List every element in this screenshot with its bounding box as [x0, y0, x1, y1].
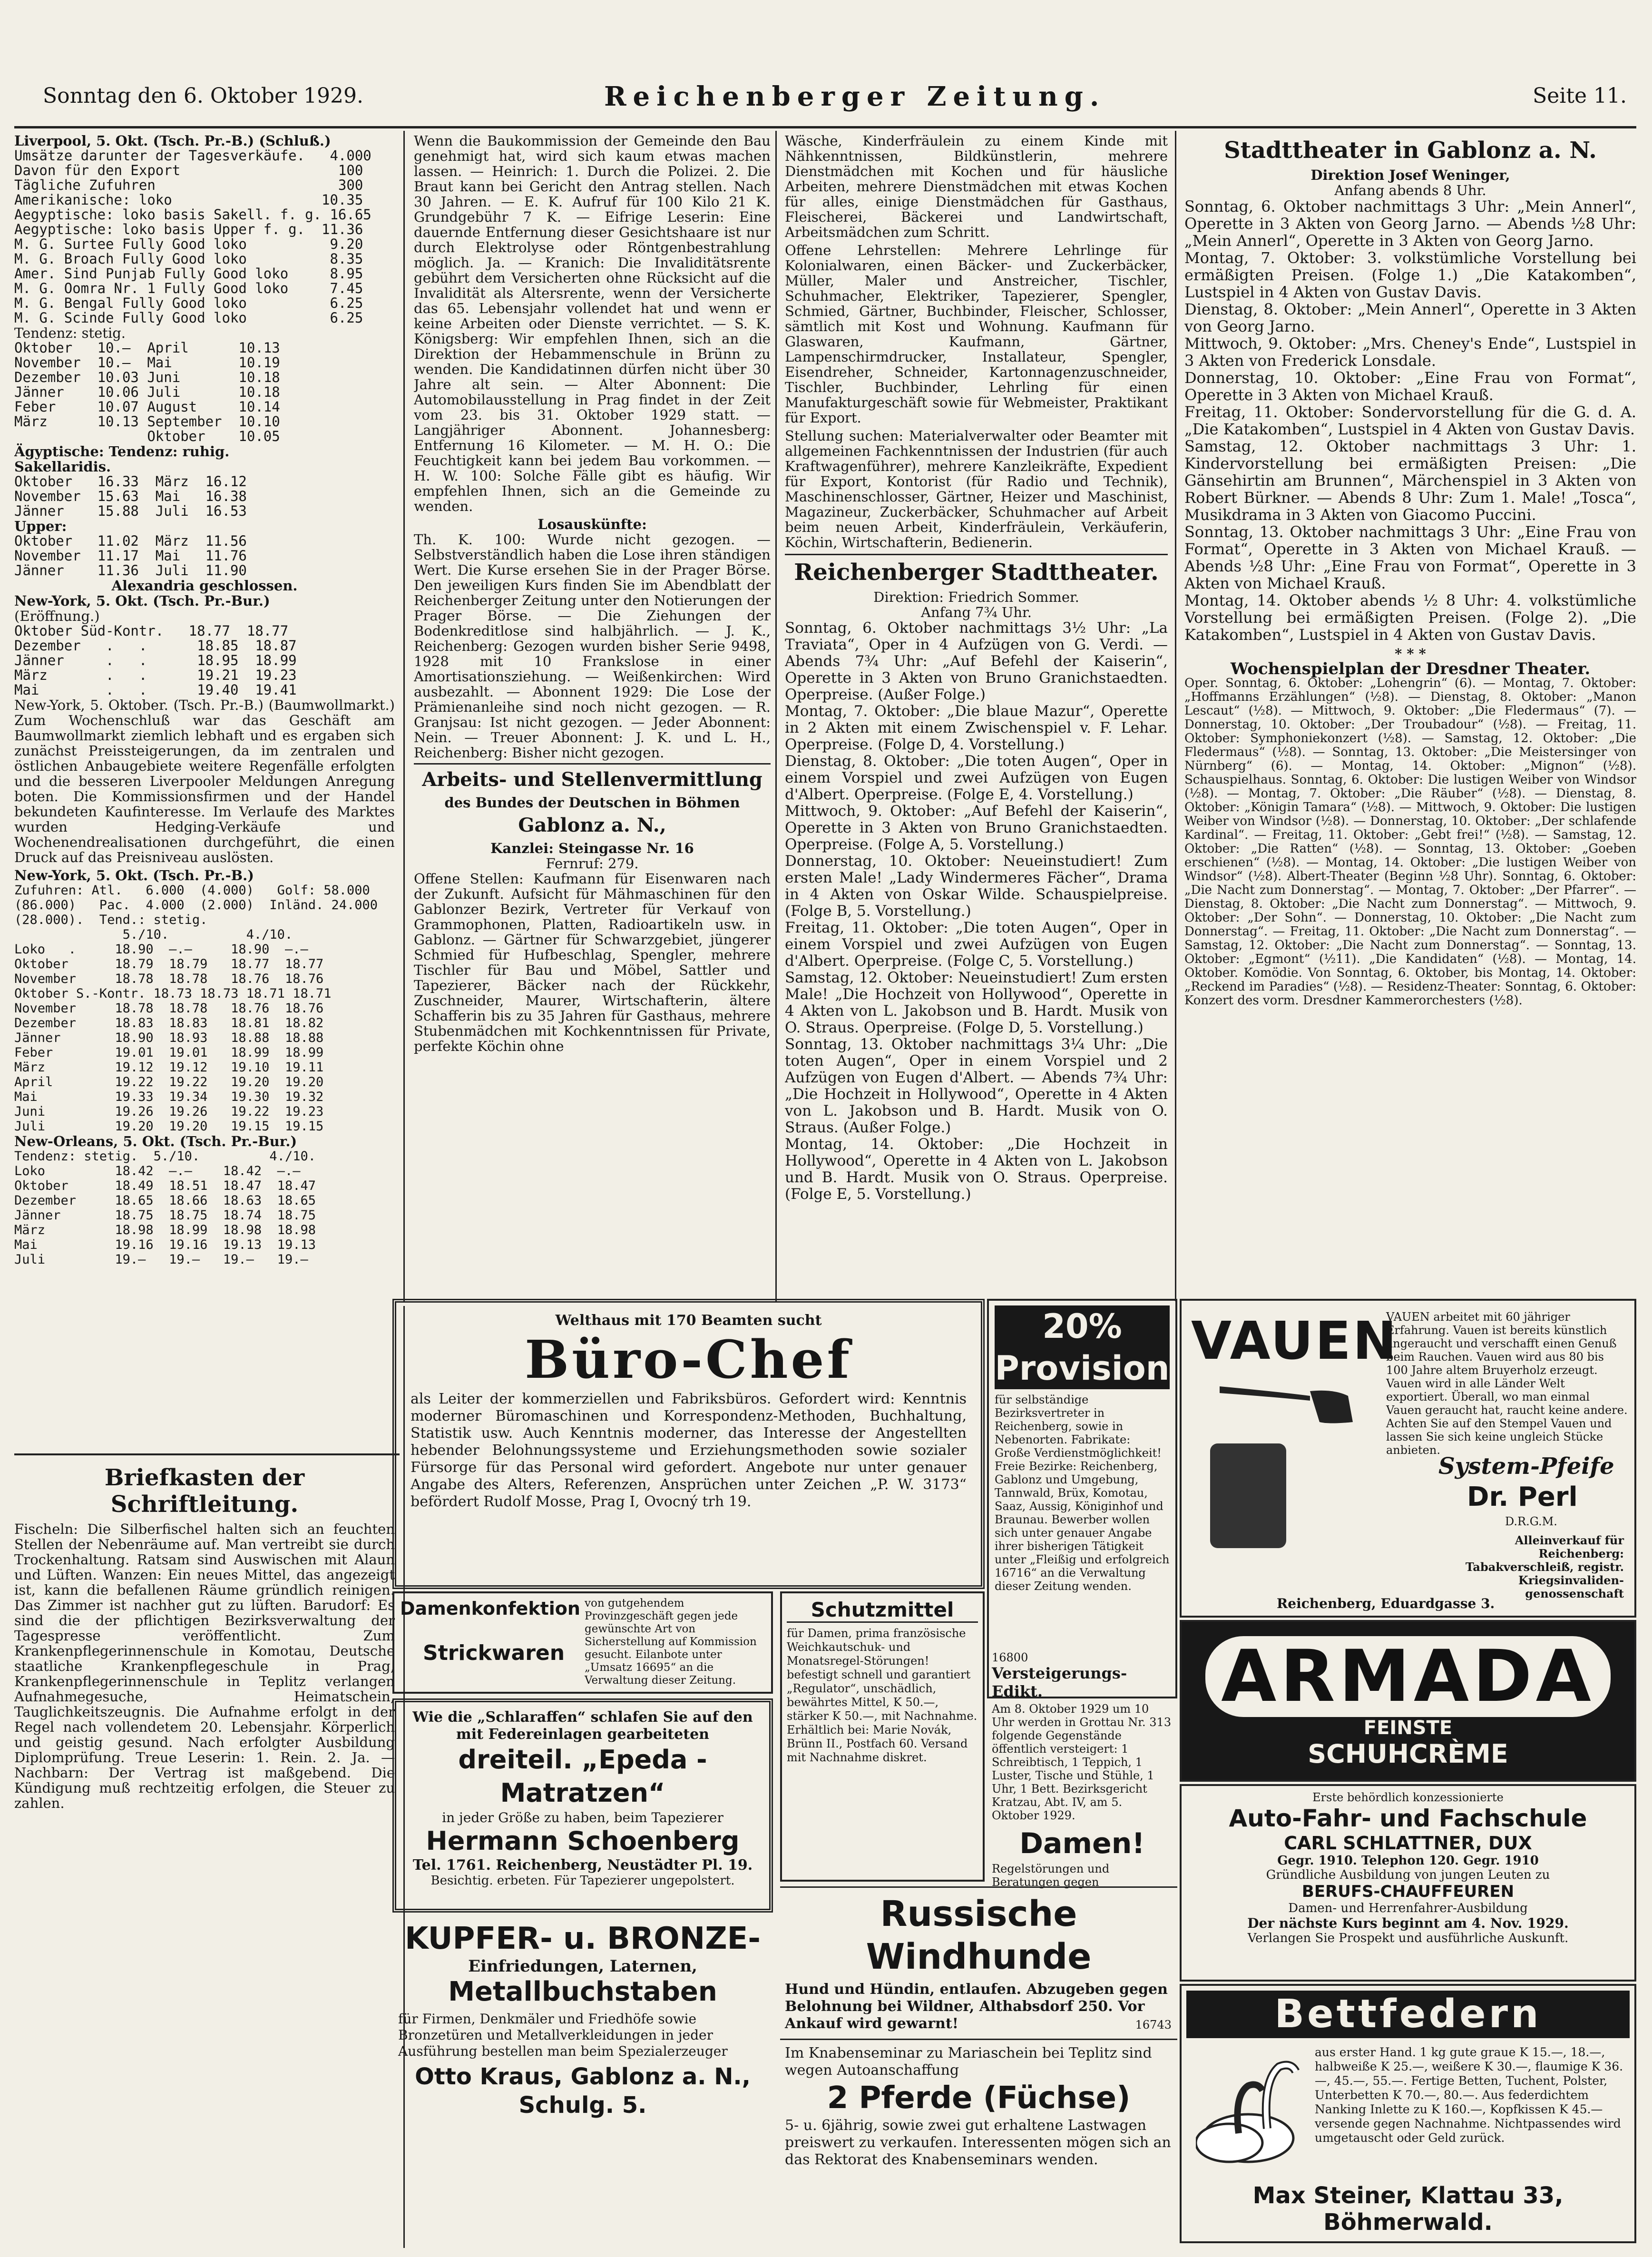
- armada-sub1: FEINSTE: [1363, 1717, 1453, 1739]
- bettfedern-ad: [1180, 1984, 1636, 2243]
- autoschule-name: CARL SCHLATTNER, DUX: [1284, 1833, 1532, 1854]
- pferde-top: Im Knabenseminar zu Mariaschein bei Teplitz sind wegen Autoanschaffung: [785, 2045, 1152, 2079]
- armada-sub2: SCHUHCRÈME: [1308, 1739, 1508, 1769]
- vermittlung-subtitle: des Bundes der Deutschen in Böhmen: [444, 795, 740, 811]
- vauen-seller: Alleinverkauf für Reichenberg: Tabakverschleiß, registr. Kriegsinvaliden-genossenschaft: [1465, 1533, 1624, 1600]
- damen2-title: Damen!: [1019, 1827, 1145, 1860]
- damen2-text: Regelstörungen und Beratungen gegen: [992, 1862, 1110, 1889]
- stars-divider: * * *: [1395, 646, 1426, 662]
- kupfer-line3: Metallbuchstaben: [448, 1976, 717, 2007]
- autoschule-title: Auto-Fahr- und Fachschule: [1229, 1805, 1587, 1832]
- provision-ad: [987, 1299, 1177, 1698]
- schlaraffen-note: Besichtig. erbeten. Für Tapezierer ungepolstert.: [430, 1874, 735, 1888]
- vauen-ad-text: VAUEN arbeitet mit 60 jähriger Erfahrung. Vauen ist bereits künstlich angeraucht und verschafft einen Genuß beim Rauchen. Vauen wird aus 80 bis 100 Jahre altem Bruyerholz erzeugt. Vauen wird in alle Länder Welt exportiert. Überall, wo man einmal Vauen geraucht hat, raucht keine andere. Achten Sie auf den Stempel Vauen und lassen Sie sich keine ungleich Stücke anbieten.: [1386, 1310, 1628, 1457]
- kupfer-line2: Einfriedungen, Laternen,: [468, 1957, 697, 1976]
- newyork-table: Oktober Süd-Kontr. 18.77 18.77 Dezember . . 18.85 18.87 Jänner . . 18.95 18.99 März . . 19.21 19.23 Mai . . 19.40 19.41: [14, 623, 297, 698]
- bettfedern-title: Bettfedern: [1186, 1991, 1630, 2038]
- upper-title: Upper:: [14, 518, 67, 534]
- newyork-report: New-York, 5. Oktober. (Tsch. Pr.-B.) (Baumwollmarkt.) Zum Wochenschluß war das Geschäft am Baumwollmarkt ziemlich lebhaft und es ergaben sich zunächst Preissteigerungen, da im zentralen und östlichen Anbaugebiete weitere Regenfälle erfolgten und die besseren Liverpooler Meldungen Anregung boten. Die Kommissionsfirmen und der Handel bekundeten Kaufinteresse. Im Verlaufe des Marktes wurden Hedging-Verkäufe und Wochenendrealisationen durchgeführt, die einen Druck auf das Preisniveau auslösten.: [14, 697, 395, 865]
- autoschule-line3: BERUFS-CHAUFFEUREN: [1301, 1882, 1515, 1901]
- schlaraffen-address: Tel. 1761. Reichenberg, Neustädter Pl. 19.: [412, 1857, 753, 1874]
- gablonz-theater-program: Sonntag, 6. Oktober nachmittags 3 Uhr: „Mein Annerl“, Operette in 3 Akten von Georg Jarno. — Abends ½8 Uhr: „Mein Annerl“, Operette in 3 Akten von Georg Jarno. Montag, 7. Oktober: 3. volkstümliche Vorstellung bei ermäßigten Preisen. (Folge 1.) „Die Katakomben“, Lustspiel in 4 Akten von Gustav Davis. Dienstag, 8. Oktober: „Mein Annerl“, Operette in 3 Akten von Georg Jarno. Mittwoch, 9. Oktober: „Mrs. Cheney's Ende“, Lustspiel in 3 Akten von Frederick Lonsdale. Donnerstag, 10. Oktober: „Eine Frau von Format“, Operette in 3 Akten von Michael Krauß. Freitag, 11. Oktober: Sondervorstellung für die G. d. A. „Die Katakomben“, Lustspiel in 4 Akten von Gustav Davis. Samstag, 12. Oktober nachmittags 3 Uhr: 1. Kindervorstellung bei ermäßigten Preisen: „Die Gänsehirtin am Brunnen“, Märchenspiel in 3 Akten von Robert Bürkner. — Abends 8 Uhr: Zum 1. Male! „Tosca“, Musikdrama in 3 Akten von Giacomo Puccini. Sonntag, 13. Oktober nachmittags 3 Uhr: „Eine Frau von Format“, Operette in 3 Akten von Michael Krauß. — Abends ½8 Uhr: „Eine Frau von Format“, Operette in 3 Akten von Michael Krauß. Montag, 14. Oktober abends ½ 8 Uhr: 4. volkstümliche Vorstellung bei ermäßigten Preisen. (Folge 2). „Die Katakomben“, Lustspiel in 4 Akten von Gustav Davis.: [1184, 197, 1636, 644]
- schlaraffen-ad: [392, 1698, 773, 1913]
- versteigerung-text: Am 8. Oktober 1929 um 10 Uhr werden in Grottau Nr. 313 folgende Gegenstände öffentlich versteigert: 1 Schreibtisch, 1 Teppich, 1 Luster, Tische und Stühle, 1 Uhr, 1 Bett. Bezirksgericht Kratzau, Abt. IV, am 5. Oktober 1929.: [992, 1702, 1172, 1822]
- windhunde-text: Hund und Hündin, entlaufen. Abzugeben gegen Belohnung bei Wildner, Althabsdorf 250. Vor Ankauf wird gewarnt!: [785, 1981, 1168, 2032]
- market-column: [14, 133, 395, 1418]
- bettfedern-text: aus erster Hand. 1 kg gute graue K 15.—, 18.—, halbweiße K 25.—, weißere K 30.—, flaumige K 36.—, 45.—, 55.—. Fertige Betten, Tuchent, Polster, Unterbetten K 70.—, 80.—. Aus federdichtem Nanking Inlette zu K 160.—, Kopfkissen K 45.— versende gegen Nachnahme. Nichtpassendes wird umgetauscht oder Geld zurück.: [1315, 2045, 1623, 2145]
- header-date: Sonntag den 6. Oktober 1929.: [43, 84, 363, 108]
- vauen-address: Reichenberg, Eduardgasse 3.: [1277, 1596, 1495, 1611]
- gablonz-dresden-column: [1184, 133, 1636, 1294]
- reichenberg-theater-program: Sonntag, 6. Oktober nachmittags 3½ Uhr: „La Traviata“, Oper in 4 Aufzügen von G. Verdi. — Abends 7¾ Uhr: „Auf Befehl der Kaiserin“, Operette in 3 Akten von Bruno Granichstaedten. Operpreise. (Außer Folge.) Montag, 7. Oktober: „Die blaue Mazur“, Operette in 2 Akten mit einem Zwischenspiel v. F. Lehar. Operpreise. (Folge D, 4. Vorstellung.) Dienstag, 8. Oktober: „Die toten Augen“, Oper in einem Vorspiel und zwei Aufzügen von Eugen d'Albert. Operpreise. (Folge E, 4. Vorstellung.) Mittwoch, 9. Oktober: „Auf Befehl der Kaiserin“, Operette in 3 Akten von Bruno Granichstaedten. Operpreise. (Folge A, 5. Vorstellung.) Donnerstag, 10. Oktober: Neueinstudiert! Zum ersten Male! „Lady Windermeres Fächer“, Drama in 4 Akten von Oskar Wilde. Schauspielpreise. (Folge B, 5. Vorstellung.) Freitag, 11. Oktober: „Die toten Augen“, Oper in einem Vorspiel und zwei Aufzügen von Eugen d'Albert. Operpreise. (Folge C, 5. Vorstellung.) Samstag, 12. Oktober: Neueinstudiert! Zum ersten Male! „Die Hochzeit von Hollywood“, Operette in 4 Akten von L. Jakobson und B. Hardt. Musik von O. Straus. Operpreise. (Folge D, 5. Vorstellung.) Sonntag, 13. Oktober nachmittags 3¼ Uhr: „Die toten Augen“, Oper in einem Vorspiel und 2 Aufzügen von Eugen d'Albert. — Abends 7¾ Uhr: „Die Hochzeit in Hollywood“, Operette in 4 Akten von L. Jakobson und B. Hardt. Musik von O. Straus. (Außer Folge.) Montag, 14. Oktober: „Die Hochzeit in Hollywood“, Operette in 4 Akten von L. Jakobson und B. Hardt. Musik von O. Straus. Operpreise. (Folge E, 5. Vorstellung.): [785, 619, 1168, 1203]
- briefkasten-title: Briefkasten der Schriftleitung.: [104, 1464, 305, 1518]
- schlaraffen-name: Hermann Schoenberg: [426, 1826, 740, 1856]
- autoschule-line2: Gründliche Ausbildung von jungen Leuten zu: [1266, 1868, 1550, 1882]
- autoschule-top: Erste behördlich konzessionierte: [1312, 1791, 1504, 1804]
- column-rule: [775, 131, 777, 1301]
- neworleans-title: New-Orleans, 5. Okt. (Tsch. Pr.-Bur.): [14, 1133, 297, 1149]
- sakel-table: Oktober 16.33 März 16.12 November 15.63 Mai 16.38 Jänner 15.88 Juli 16.53: [14, 473, 247, 519]
- vermittlung-title: Arbeits- und Stellenvermittlung: [422, 768, 762, 791]
- dresden-title: Wochenspielplan der Dresdner Theater.: [1230, 659, 1591, 678]
- header-rule: [14, 126, 1636, 128]
- schlaraffen-title: dreiteil. „Epeda - Matratzen“: [458, 1745, 707, 1808]
- windhunde-num: 16743: [1135, 2018, 1172, 2031]
- stellen-text-2: Offene Lehrstellen: Mehrere Lehrlinge für Kolonialwaren, einen Bäcker- und Zuckerbäcker, Müller, Maler und Anstreicher, Tischler, Schuhmacher, Elektriker, Tapezierer, Spengler, Schmied, Gärtner, Buchbinder, Fleischer, Schlosser, sämtlich mit Kost und Wohnung. Kaufmann für Glaswaren, Kaufmann, Gärtner, Lampenschirmdrucker, Installateur, Spengler, Eisendreher, Schneider, Kartonnagenzuschneider, Tischler, Buchbinder, Lehrling für einen Manufakturgeschäft sowie für Webmeister, Praktikant für Export.: [785, 242, 1168, 426]
- damenkonfektion-text: von gutgehendem Provinzgeschäft gegen jede gewünschte Art von Sicherstellung auf Kommission gesucht. Eilanbote unter „Umsatz 16695“ an die Verwaltung dieser Zeitung.: [585, 1597, 757, 1687]
- liverpool-title: Liverpool, 5. Okt. (Tsch. Pr.-B.) (Schluß.): [14, 133, 331, 149]
- provision-ad-text: für selbständige Bezirksvertreter in Reichenberg, sowie in Nebenorten. Fabrikate: Große Verdienstmöglichkeit! Freie Bezirke: Reichenberg, Gablonz und Umgebung, Tannwald, Brüx, Komotau, Saaz, Aussig, Königinhof und Braunau. Bewerber wollen sich unter genauer Angabe ihrer bisherigen Tätigkeit unter „Fleißig und erfolgreich 16716“ an die Verwaltung dieser Zeitung wenden.: [995, 1393, 1170, 1593]
- versteigerung-ad: [987, 1646, 1177, 1889]
- windhunde-title: Russische Windhunde: [866, 1894, 1092, 1977]
- autoschule-line4: Damen- und Herrenfahrer-Ausbildung: [1288, 1901, 1528, 1915]
- autoschule-line6: Verlangen Sie Prospekt und ausführliche Auskunft.: [1247, 1931, 1569, 1945]
- kupfer-ad: [392, 1915, 773, 2243]
- alexandria-note: Alexandria geschlossen.: [111, 578, 298, 594]
- pferde-ad: [780, 2039, 1177, 2243]
- answers-text: Wenn die Baukommission der Gemeinde den Bau genehmigt hat, wird sich kaum etwas machen lassen. — Heinrich: 1. Durch die Polizei. 2. Die Braut kann bei Gericht den Antrag stellen. Nach 30 Jahren. — E. K. Aufruf für 100 Kilo 21 K. Grundgebühr 7 K. — Eifrige Leserin: Eine dauernde Entfernung dieser Gesichtshaare ist nur durch Elektrolyse oder Röntgenbestrahlung möglich. Ja. — Kranich: Die Invaliditätsrente gebührt dem Versicherten ohne Rücksicht auf die Invalidität als Altersrente, wenn der Versicherte das 65. Lebensjahr vollendet hat und wenn er keine Arbeiten oder Dienste verrichtet. — S. K. Königsberg: Wir empfehlen Ihnen, sich an die Direktion der Hebammenschule in Brünn zu wenden. Die Kandidatinnen dürfen nicht über 30 Jahre alt sein. — Alter Abonnent: Die Automobilausstellung in Prag findet in der Zeit vom 23. bis 31. Oktober 1929 statt. — Langjähriger Abonnent. Johannesberg: Entfernung 16 Kilometer. — M. H. O.: Die Feuchtigkeit kann bei jedem Bau vorkommen. — H. W. 100: Solche Fälle gibt es häufig. Wir empfehlen Ihnen, sich an die Gemeinde zu wenden.: [414, 133, 771, 514]
- vauen-pipe-name: System-Pfeife: [1438, 1453, 1614, 1480]
- pipe-icon: [1215, 1377, 1367, 1424]
- versteigerung-title: Versteigerungs-Edikt.: [992, 1664, 1127, 1700]
- buero-ad-top: Welthaus mit 170 Beamten sucht: [555, 1312, 822, 1329]
- bettfedern-name: Max Steiner, Klattau 33, Böhmerwald.: [1252, 2182, 1564, 2236]
- kupfer-title: KUPFER- u. BRONZE-: [405, 1921, 761, 1956]
- versteigerung-num: 16800: [992, 1651, 1028, 1664]
- stellen-theater-column: [785, 133, 1168, 1294]
- lose-title: Losauskünfte:: [538, 516, 647, 532]
- vermittlung-text: Offene Stellen: Kaufmann für Eisenwaren nach der Zukunft. Aufsicht für Mähmaschinen für den Gablonzer Bezirk, Vertreter für Verkauf von Grammophonen, Platten, Radioartikeln usw. in Gablonz. — Gärtner für Schwarzgebiet, jüngerer Schmied für Hufbeschlag, Spengler, mehrere Tischler für Bau und Möbel, Sattler und Tapezierer, Bäcker nach der Rückkehr, Zuschneider, Maurer, Wirtschafterin, ältere Schafferin bis zu 35 Jahren für Gasthaus, mehrere Stubenmädchen mit Kochkenntnissen für Private, perfekte Köchin ohne: [414, 871, 771, 1054]
- kupfer-name: Otto Kraus, Gablonz a. N., Schulg. 5.: [415, 2063, 751, 2119]
- header-page-number: Seite 11.: [1533, 84, 1627, 108]
- pferde-text: 5- u. 6jährig, sowie zwei gut erhaltene Lastwagen preiswert zu verkaufen. Interessenten mögen sich an das Rektorat des Knabenseminars wenden.: [785, 2117, 1171, 2168]
- tendenz-label: Tendenz: stetig.: [14, 325, 126, 341]
- vauen-drgm: D.R.G.M.: [1505, 1515, 1557, 1528]
- windhunde-ad: [780, 1886, 1177, 2036]
- autoschule-ad: [1180, 1784, 1636, 1982]
- newyork2-table: Zufuhren: Atl. 6.000 (4.000) Golf: 58.000 (86.000) Pac. 4.000 (2.000) Inländ. 24.000 (28.000). Tend.: stetig. 5./10. 4./10. Loko . 18.90 —.— 18.90 —.— Oktober 18.79 18.79 18.77 18.77 November 18.78 18.78 18.76 18.76 Oktober S.-Kontr. 18.73 18.73 18.71 18.71 November 18.78 18.78 18.76 18.76 Dezember 18.83 18.83 18.81 18.82 Jänner 18.90 18.93 18.88 18.88 Feber 19.01 19.01 18.99 18.99 März 19.12 19.12 19.10 19.11 April 19.22 19.22 19.20 19.20 Mai 19.33 19.34 19.30 19.32 Juni 19.26 19.26 19.22 19.23 Juli 19.20 19.20 19.15 19.15: [14, 883, 378, 1134]
- schlaraffen-top: Wie die „Schlaraffen“ schlafen Sie auf den mit Federeinlagen gearbeiteten: [412, 1709, 753, 1743]
- buero-ad-text: als Leiter der kommerziellen und Fabriksbüros. Gefordert wird: Kenntnis moderner Büromaschinen und Korrespondenz-Methoden, Buchhaltung, Statistik usw. Auch Kenntnis moderner, das Interesse der Angestellten hebender Belohnungssysteme und Erziehungsmethoden sowie sozialer Fürsorge für das Personal wird gefordert. Angebote nur unter genauer Angabe des Alters, Referenzen, Ansprüchen unter Zeichen „P. W. 3173“ befördert Rudolf Mosse, Prag I, Ovocný trh 19.: [411, 1391, 967, 1510]
- gablonz-theater-time: Anfang abends 8 Uhr.: [1334, 182, 1486, 198]
- newyork2-title: New-York, 5. Okt. (Tsch. Pr.-B.): [14, 867, 254, 883]
- vermittlung-city: Gablonz a. N.,: [518, 814, 666, 836]
- reichenberg-theater-title: Reichenberger Stadttheater.: [794, 559, 1159, 586]
- upper-table: Oktober 11.02 März 11.56 November 11.17 Mai 11.76 Jänner 11.36 Juli 11.90: [14, 533, 247, 579]
- reichenberg-theater-time: Anfang 7¾ Uhr.: [921, 604, 1032, 620]
- dresden-text: Oper. Sonntag, 6. Oktober: „Lohengrin“ (6). — Montag, 7. Oktober: „Hoffmanns Erzählungen“ (½8). — Dienstag, 8. Oktober: „Manon Lescaut“ (½8). — Mittwoch, 9. Oktober: „Die Fledermaus“ (7). — Donnerstag, 10. Oktober: „Der Troubadour“ (½8). — Freitag, 11. Oktober: Symphoniekonzert (½8). — Samstag, 12. Oktober: „Die Fledermaus“ (½8). — Sonntag, 13. Oktober: „Die Meistersinger von Nürnberg“ (6). — Montag, 14. Oktober: „Mignon“ (½8). Schauspielhaus. Sonntag, 6. Oktober: Die lustigen Weiber von Windsor (½8). — Montag, 7. Oktober: „Die Räuber“ (½8). — Dienstag, 8. Oktober: „Königin Tamara“ (½8). — Mittwoch, 9. Oktober: Die lustigen Weiber von Windsor (½8). — Donnerstag, 10. Oktober: „Der schlafende Kardinal“. — Freitag, 11. Oktober: „Gebt frei!“ (½8). — Samstag, 12. Oktober: „Die Ratten“ (½8). — Sonntag, 13. Oktober: „Goeben erschienen“ (½8). — Montag, 14. Oktober: „Die lustigen Weiber von Windsor“ (½8). Albert-Theater (Beginn ½8 Uhr). Sonntag, 6. Oktober: „Die Nacht zum Donnerstag“. — Montag, 7. Oktober: „Der Pfarrer“. — Dienstag, 8. Oktober: „Die Nacht zum Donnerstag“. — Mittwoch, 9. Oktober: „Der Sohn“. — Donnerstag, 10. Oktober: „Die Nacht zum Donnerstag“. — Freitag, 11. Oktober: „Die Nacht zum Donnerstag“. — Samstag, 12. Oktober: „Die Nacht zum Donnerstag“. — Sonntag, 13. Oktober: „Egmont“ (½11). „Die Kandidaten“ (½8). — Montag, 14. Oktober. Komödie. Von Sonntag, 6. Oktober, bis Montag, 14. Oktober: „Reckend im Paradies“ (½8). — Residenz-Theater: Sonntag, 6. Oktober: Konzert des vorm. Dresdner Kammerorchesters (½8).: [1184, 676, 1636, 1008]
- kupfer-text: für Firmen, Denkmäler und Friedhöfe sowie Bronzetüren und Metallverkleidungen in jeder Ausführung bestellen man beim Spezialerzeuger: [398, 2011, 728, 2059]
- page-header: [14, 81, 1636, 124]
- gablonz-theater-title: Stadttheater in Gablonz a. N.: [1224, 137, 1597, 164]
- schutzmittel-title: Schutzmittel: [787, 1598, 978, 1623]
- vermittlung-phone: Fernruf: 279.: [546, 855, 639, 872]
- damenkonfektion-ad: [392, 1591, 773, 1694]
- header-masthead: Reichenberger Zeitung.: [604, 81, 1106, 112]
- answers-column: [414, 133, 771, 1294]
- newyork-title: New-York, 5. Okt. (Tsch. Pr.-Bur.): [14, 593, 270, 609]
- section-rule: [14, 1453, 400, 1455]
- buero-ad-title: Büro-Chef: [525, 1329, 852, 1390]
- autoschule-line1: Gegr. 1910. Telephon 120. Gegr. 1910: [1277, 1854, 1539, 1868]
- vauen-ad: [1180, 1299, 1636, 1618]
- schutzmittel-text: für Damen, prima französische Weichkautschuk- und Monatsregel-Störungen! befestigt schnell und garantiert „Regulator“, unschädlich, bewährtes Mittel, K 50.—, stärker K 50.—, mit Nachnahme. Erhältlich bei: Marie Novák, Brünn II., Postfach 60. Versand mit Nachnahme diskret.: [787, 1627, 978, 1764]
- briefkasten-text: Fischeln: Die Silberfischel halten sich an feuchten Stellen der Nebenräume auf. Man vertreibt sie durch Trockenhaltung. Ratsam sind Auswischen mit Alaun und Lüften. Wanzen: Ein neues Mittel, das angezeigt ist, kann die befallenen Räume gründlich reinigen. Das Zimmer ist nachher gut zu lüften. Barudorf: Es sind die der pflichtigen Bezirksverwaltung der Tagespresse veröffentlicht. Zum Krankenpflegerinnenschule in Komotau, Deutsche staatliche Krankenpflegeschule in Prag, Krankenpflegerinnenschule in Teplitz verlangen Aufnahmegesuche, Heimatschein, Tauglichkeitszeugnis. Die Aufnahme erfolgt in der Regel nach vollendetem 20. Lebensjahr. Körperlich und geistig gesund. Nach erfolgter Ausbildung Diplomprüfung. Treue Leserin: 1. Rein. 2. Ja. — Nachbarn: Der Vertrag ist maßgebend. Die Kündigung muß rechtzeitig erfolgen, die Steuer zu zahlen.: [14, 1521, 395, 1811]
- neworleans-table: Tendenz: stetig. 5./10. 4./10. Loko 18.42 —.— 18.42 —.— Oktober 18.49 18.51 18.47 18.47 Dezember 18.65 18.66 18.63 18.65 Jänner 18.75 18.75 18.74 18.75 März 18.98 18.99 18.98 18.98 Mai 19.16 19.16 19.13 19.13 Juli 19.— 19.— 19.— 19.—: [14, 1149, 316, 1267]
- provision-ad-title: 20% Provision: [995, 1305, 1170, 1389]
- liverpool-months-table: Oktober 10.— April 10.13 November 10.— Mai 10.19 Dezember 10.03 Juni 10.18 Jänner 10.06 Juli 10.18 Feber 10.07 August 10.14 März 10.13 September 10.10 Oktober 10.05: [14, 340, 280, 444]
- liverpool-table: Umsätze darunter der Tagesverkäufe. 4.000 Davon für den Export 100 Tägliche Zufuhren 300 Amerikanische: loko 10.35 Aegyptische: loko basis Sakell. f. g. 16.65 Aegyptische: loko basis Upper f. g. 11.36 M. G. Surtee Fully Good loko 9.20 M. G. Broach Fully Good loko 8.35 Amer. Sind Punjab Fully Good loko 8.95 M. G. Oomra Nr. 1 Fully Good loko 7.45 M. G. Bengal Fully Good loko 6.25 M. G. Scinde Fully Good loko 6.25: [14, 147, 371, 326]
- column-rule: [403, 131, 405, 1301]
- lose-text: Th. K. 100: Wurde nicht gezogen. — Selbstverständlich haben die Lose ihren ständigen Wert. Die Kurse ersehen Sie in der Prager Börse. Den jeweiligen Kurs finden Sie im Abendblatt der Reichenberger Zeitung unter den Notierungen der Prager Börse. — Die Ziehungen der Bodenkreditlose sind halbjährlich. — J. K., Reichenberg: Gezogen wurden bisher Serie 9498, 1928 mit 10 Frankslose in einer Amortisationsziehung. — Weißenkirchen: Wird ausbezahlt. — Abonnent 1929: Die Lose der Prämienanleihe sind noch nicht gezogen. — R. Granjsau: Ist nicht gezogen. — Jeder Abonnent: Nein. — Treuer Abonnent: J. K. und L. H., Reichenberg: Bisher nicht gezogen.: [414, 531, 771, 761]
- geese-icon: [1196, 2048, 1305, 2167]
- pipe-box-icon: [1210, 1443, 1286, 1548]
- briefkasten-column: [14, 1461, 395, 2241]
- stellen-text-3: Stellung suchen: Materialverwalter oder Beamter mit allgemeinen Fachkenntnissen der Industrien (für auch Kraftwagenführer), mehrere Kanzleikräfte, Expedient für Export, Kontorist (für Radio und Technik), Maschinenschlosser, Gärtner, Heizer und Maschinist, Magazineur, Zuckerbäcker, Schuhmacher auf Arbeit beim neuen Arbeit, Kinderfräulein, Verkäuferin, Köchin, Wirtschafterin, Bedienerin.: [785, 428, 1168, 550]
- vermittlung-address: Kanzlei: Steingasse Nr. 16: [490, 840, 694, 856]
- vauen-brand: Dr. Perl: [1467, 1482, 1578, 1512]
- damenkonfektion-title: Damenkonfektion: [400, 1598, 580, 1619]
- vauen-logo: VAUEN: [1191, 1310, 1398, 1371]
- column-rule: [1175, 131, 1176, 1301]
- schlaraffen-size: in jeder Größe zu haben, beim Tapezierer: [442, 1810, 723, 1825]
- armada-ad: [1180, 1620, 1636, 1782]
- buero-chef-ad: [392, 1299, 985, 1589]
- gablonz-theater-director: Direktion Josef Weninger,: [1310, 167, 1510, 183]
- stellen-text-1: Wäsche, Kinderfräulein zu einem Kinde mit Nähkenntnissen, Bildkünstlerin, mehrere Dienstmädchen mit Kochen und für häusliche Arbeiten, mehrere Dienstmädchen mit etwas Kochen für alles, einige Dienstmädchen für Gasthaus, Fleischerei, Bäckerei und Landwirtschaft, Arbeitsmädchen zum Schritt.: [785, 133, 1168, 240]
- armada-title: ARMADA: [1205, 1636, 1611, 1717]
- aegypt-title: Ägyptische: Tendenz: ruhig.: [14, 443, 230, 460]
- autoschule-line5: Der nächste Kurs beginnt am 4. Nov. 1929.: [1247, 1915, 1569, 1931]
- sakel-title: Sakellaridis.: [14, 459, 111, 475]
- schutzmittel-ad: [780, 1591, 985, 1882]
- reichenberg-theater-director: Direktion: Friedrich Sommer.: [873, 589, 1079, 605]
- strickwaren-title: Strickwaren: [423, 1641, 565, 1665]
- newyork-subtitle: (Eröffnung.): [14, 608, 100, 624]
- pferde-title: 2 Pferde (Füchse): [827, 2080, 1131, 2116]
